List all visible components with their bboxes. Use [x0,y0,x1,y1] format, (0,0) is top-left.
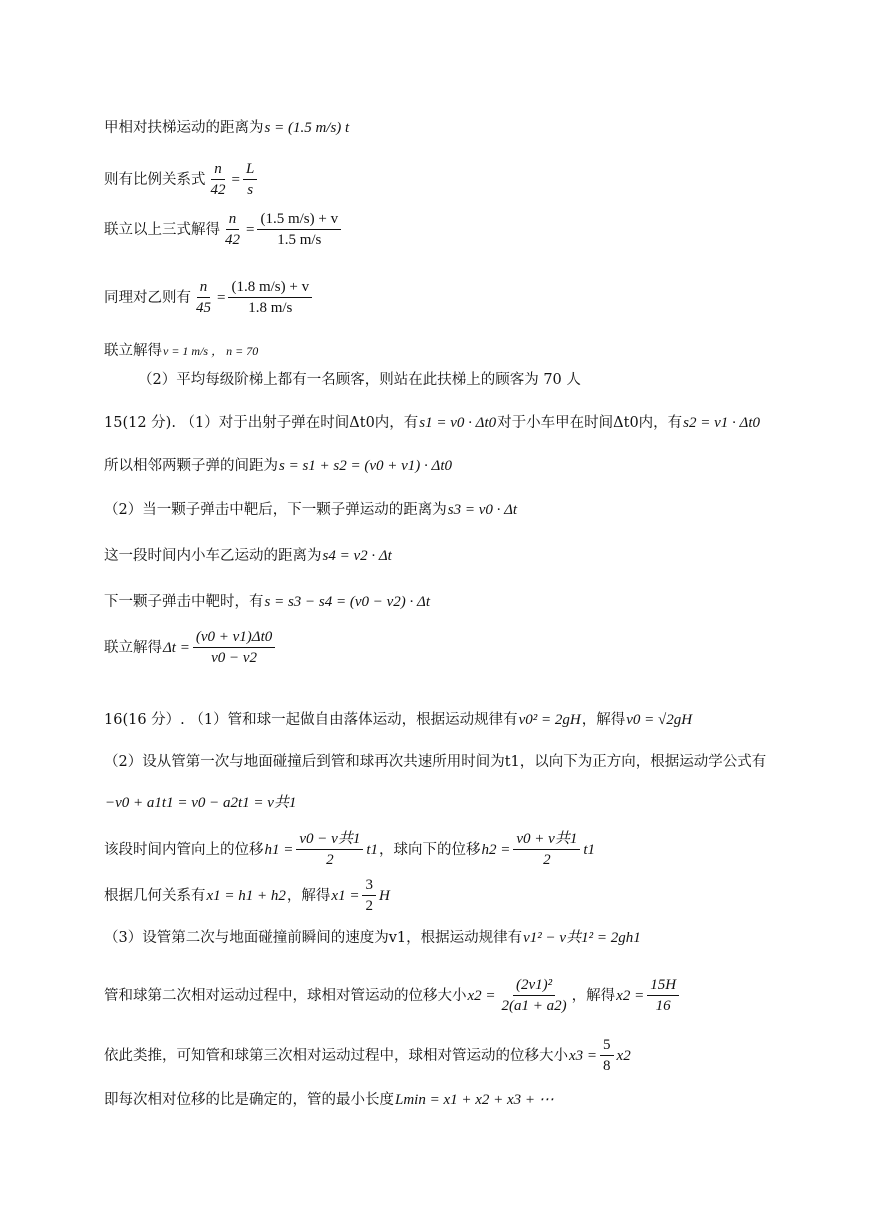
fraction: $\frac{L}{s}$ [243,160,257,199]
line-8 [104,456,453,476]
text: （2）平均每级阶梯上都有一名顾客，则站在此扶梯上的顾客为 70 人 [138,372,581,388]
line-20: 依此类推，可知管和球第三次相对运动过程中，球相对管运动的位移大小 x3 = $\frac{5}{8}$ x2 [104,1037,631,1074]
text: 所以相邻两颗子弹的间距为 [104,458,278,474]
line-12: 联立解得 Δt = $\frac{(v0 + v1)\Delta t0}{v0 - v2}$ [104,628,277,667]
fraction: $\frac{(1.8 m/s) + v}{1.8 m/s}$ [228,278,312,317]
text: 联立解得 [104,343,162,359]
formula: v0² = 2gH [518,712,581,728]
text: 根据几何关系有 [104,887,206,904]
text: 下一颗子弹击中靶时，有 [104,594,264,610]
formula: x1 = h1 + h2 [206,887,286,904]
line-17: 根据几何关系有 x1 = h1 + h2 ，解得 x1 = $\frac{3}{2}$ H [104,877,390,914]
formula: Lmin = x1 + x2 + x3 + ⋯ [395,1092,554,1108]
formula: s = s3 − s4 = (v0 − v2) · Δt [264,594,431,610]
fraction: $\frac{3}{2}$ [362,876,376,915]
text: 该段时间内管向上的位移 [104,841,264,858]
line-21 [104,1090,555,1110]
formula: v1² − v共1² = 2gh1 [523,930,641,946]
line-10 [104,546,393,566]
fraction: $\frac{5}{8}$ [600,1036,614,1075]
fraction: $\frac{(1.5 m/s) + v}{1.5 m/s}$ [257,210,341,249]
line-15 [104,793,297,813]
text: 对于小车甲在时间Δt0内，有 [497,415,683,431]
text: 管和球第二次相对运动过程中，球相对管运动的位移大小 [104,987,467,1004]
formula: v = 1 m/s ， n = 70 [163,344,259,358]
text: 15(12 分). （1）对于出射子弹在时间Δt0内，有 [104,415,419,431]
line-3: 联立以上三式解得 $\frac{n}{42}$ = $\frac{(1.5 m/s) + v}{1.5 m/s}$ [104,210,343,249]
text: （2）设从管第一次与地面碰撞后到管和球再次共速所用时间为t1，以向下为正方向，根据运动学公式有 [104,754,767,770]
text: （3）设管第二次与地面碰撞前瞬间的速度为v1，根据运动规律有 [104,930,523,946]
formula: v0 = √2gH [626,712,693,728]
line-2: 则有比例关系式 $\frac{n}{42}$ = $\frac{L}{s}$ [104,160,259,199]
formula: s1 = v0 · Δt0 [419,415,497,431]
fraction: $\frac{15H}{16}$ [647,976,679,1015]
formula: s2 = v1 · Δt0 [683,415,761,431]
formula: s4 = v2 · Δt [322,548,392,564]
line-9 [104,500,518,520]
line-14 [104,752,766,772]
formula: s = s1 + s2 = (v0 + v1) · Δt0 [279,458,453,474]
text: 16(16 分）. （1）管和球一起做自由落体运动，根据运动规律有 [104,712,518,728]
formula: −v0 + a1t1 = v0 − a2t1 = v共1 [105,795,297,811]
line-4: 同理对乙则有 $\frac{n}{45}$ = $\frac{(1.8 m/s) + v}{1.8 m/s}$ [104,278,314,317]
fraction: $\frac{\text{(2v1)²}}{2(a1 + a2)}$ [501,977,567,1014]
fraction: $\frac{n}{42}$ [210,161,226,198]
line-11 [104,592,431,612]
fraction: $\frac{\text{v0 − v共1}}{2}$ [296,830,363,869]
text: 联立解得 [104,639,162,656]
line-13 [104,710,693,730]
fraction: $\frac{\text{v0 + v共1}}{2}$ [513,830,580,869]
text: ，解得 [571,987,616,1004]
line-7 [104,413,761,433]
text: 这一段时间内小车乙运动的距离为 [104,548,322,564]
text: 依此类推，可知管和球第三次相对运动过程中，球相对管运动的位移大小 [104,1047,568,1064]
line-16: 该段时间内管向上的位移 h1 = $\frac{\text{v0 − v共1}}{2}$ t1 ，球向下的位移 h2 = $\frac{\text{v0 + v共1}}{2}$ t1 [104,831,595,868]
line-5 [104,341,259,361]
text: ，解得 [581,712,626,728]
fraction: $\frac{(v0 + v1)\Delta t0}{v0 - v2}$ [193,628,275,667]
text: ，解得 [286,887,331,904]
line-1 [104,118,350,138]
line-19: 管和球第二次相对运动过程中，球相对管运动的位移大小 x2 = $\frac{\text{(2v1)²}}{2(a1 + a2)}$ ，解得 x2 = $\frac{15H}{16}$ [104,976,681,1015]
formula: s = (1.5 m/s) t [264,120,350,136]
line-6 [138,370,581,390]
formula: s3 = v0 · Δt [447,502,518,518]
line-18 [104,928,642,948]
text: （2）当一颗子弹击中靶后，下一颗子弹运动的距离为 [104,502,447,518]
text: 即每次相对位移的比是确定的，管的最小长度 [104,1092,394,1108]
text: ，球向下的位移 [379,841,481,858]
text: 联立以上三式解得 [104,221,220,238]
text: 则有比例关系式 [104,171,206,188]
text: 甲相对扶梯运动的距离为 [104,120,264,136]
fraction: $\frac{n}{45}$ [196,279,211,316]
text: 同理对乙则有 [104,289,191,306]
fraction: $\frac{n}{42}$ [225,211,240,248]
